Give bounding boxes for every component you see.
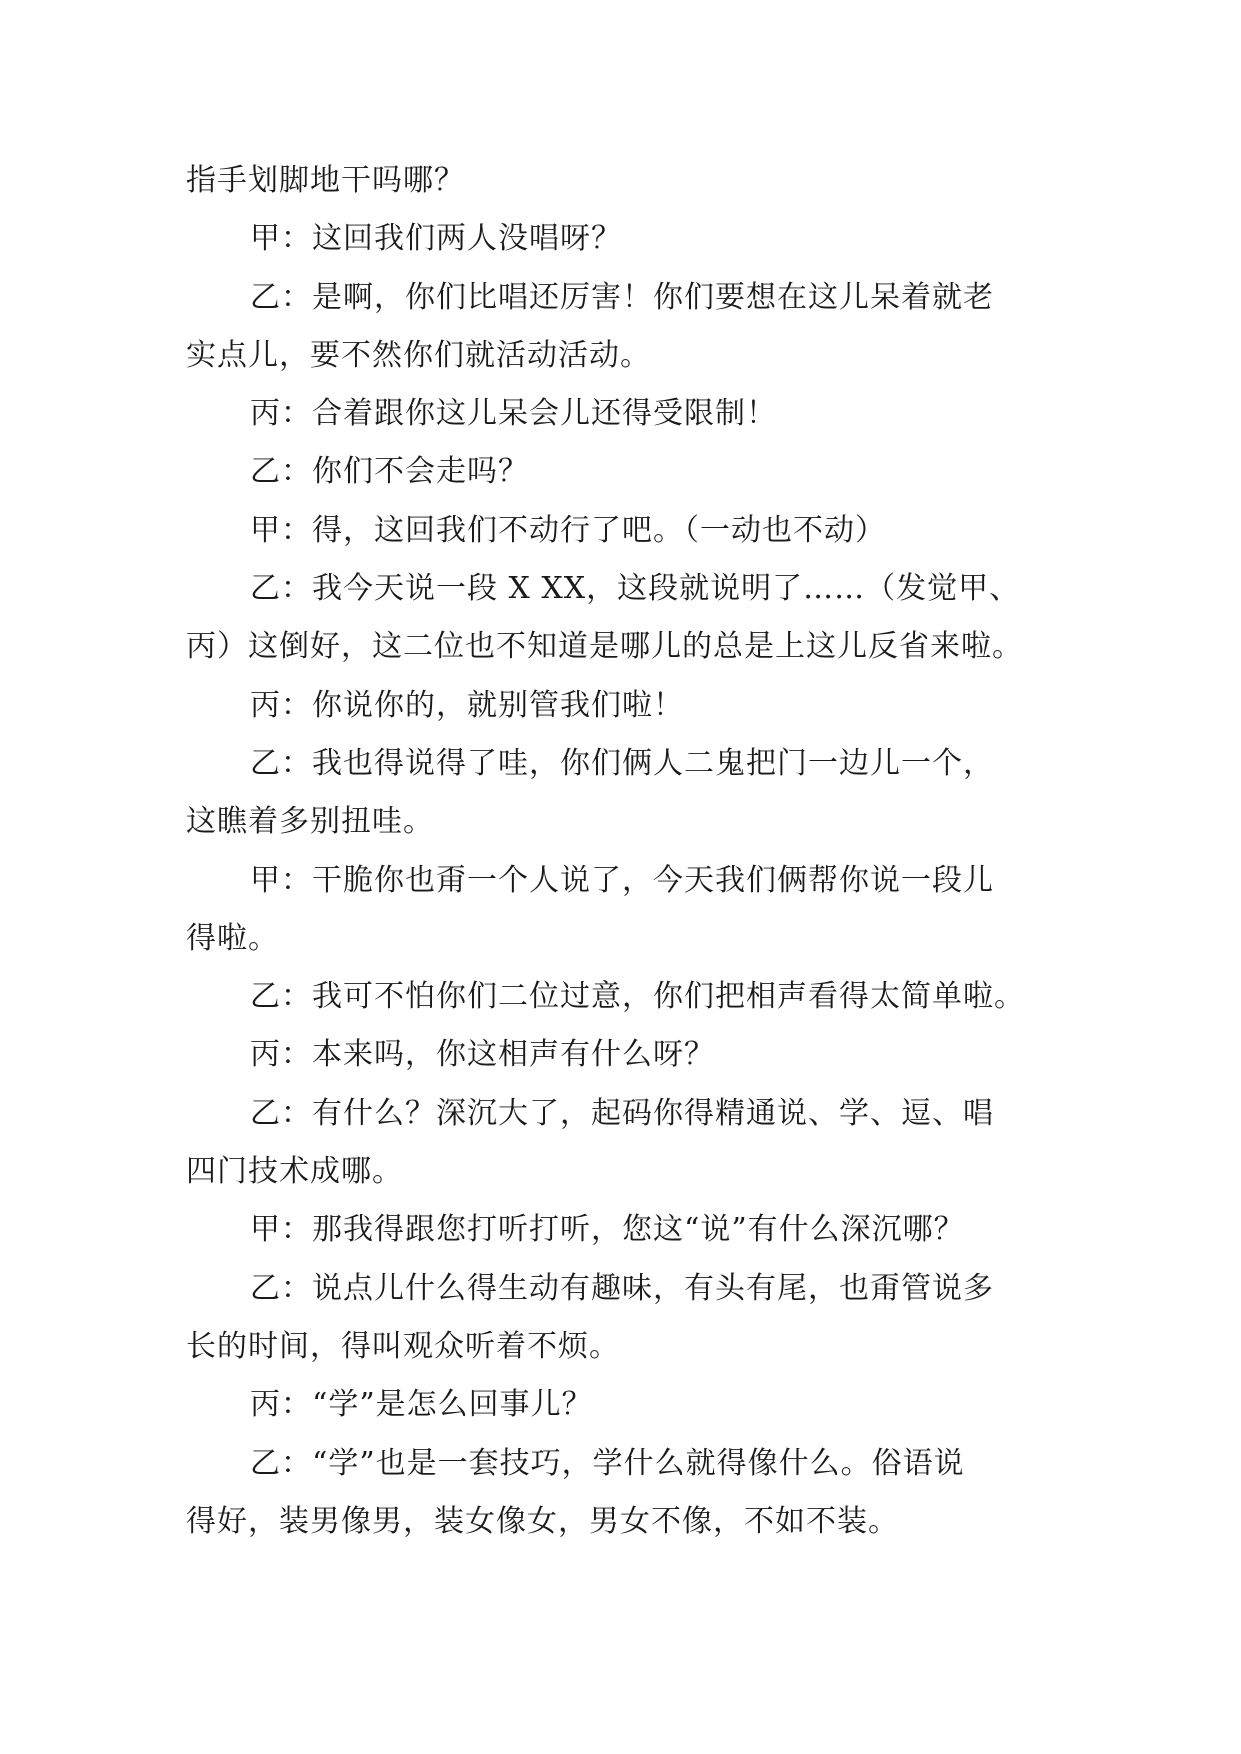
text-line: 四门技术成哪。 — [186, 1154, 403, 1190]
text-line: 甲：干脆你也甭一个人说了，今天我们俩帮你说一段儿 — [250, 862, 994, 898]
text-line: 乙：说点儿什么得生动有趣味，有头有尾，也甭管说多 — [250, 1270, 994, 1306]
dialogue-text — [186, 152, 1066, 1551]
text-line: 乙：我可不怕你们二位过意，你们把相声看得太简单啦。 — [250, 979, 1025, 1015]
text-line: 丙）这倒好，这二位也不知道是哪儿的总是上这儿反省来啦。 — [186, 629, 1023, 665]
text-line: 丙：你说你的，就别管我们啦！ — [250, 687, 684, 723]
text-line: 丙：“学”是怎么回事儿？ — [250, 1387, 593, 1423]
text-line: 长的时间，得叫观众听着不烦。 — [186, 1328, 620, 1364]
text-line: 乙：我今天说一段 X XX，这段就说明了……（发觉甲、 — [250, 571, 1021, 607]
text-line: 得好，装男像男，装女像女，男女不像，不如不装。 — [186, 1503, 899, 1539]
text-line: 乙：你们不会走吗？ — [250, 454, 529, 490]
text-line: 乙：我也得说得了哇，你们俩人二鬼把门一边儿一个， — [250, 745, 994, 781]
text-line: 乙：是啊，你们比唱还厉害！你们要想在这儿呆着就老 — [250, 279, 994, 315]
text-line: 实点儿，要不然你们就活动活动。 — [186, 337, 651, 373]
text-line: 乙：“学”也是一套技巧，学什么就得像什么。俗语说 — [250, 1445, 965, 1481]
text-line: 乙：有什么？深沉大了，起码你得精通说、学、逗、唱 — [250, 1095, 994, 1131]
text-line: 这瞧着多别扭哇。 — [186, 804, 434, 840]
text-line: 得啦。 — [186, 920, 279, 956]
text-line: 指手划脚地干吗哪？ — [186, 163, 465, 198]
text-line: 甲：那我得跟您打听打听，您这“说”有什么深沉哪？ — [250, 1212, 965, 1248]
text-line: 甲：这回我们两人没唱呀？ — [250, 221, 622, 257]
text-line: 甲：得，这回我们不动行了吧。（一动也不动） — [250, 512, 886, 548]
text-line: 丙：本来吗，你这相声有什么呀？ — [250, 1037, 715, 1073]
text-line: 丙：合着跟你这儿呆会儿还得受限制！ — [250, 396, 777, 432]
